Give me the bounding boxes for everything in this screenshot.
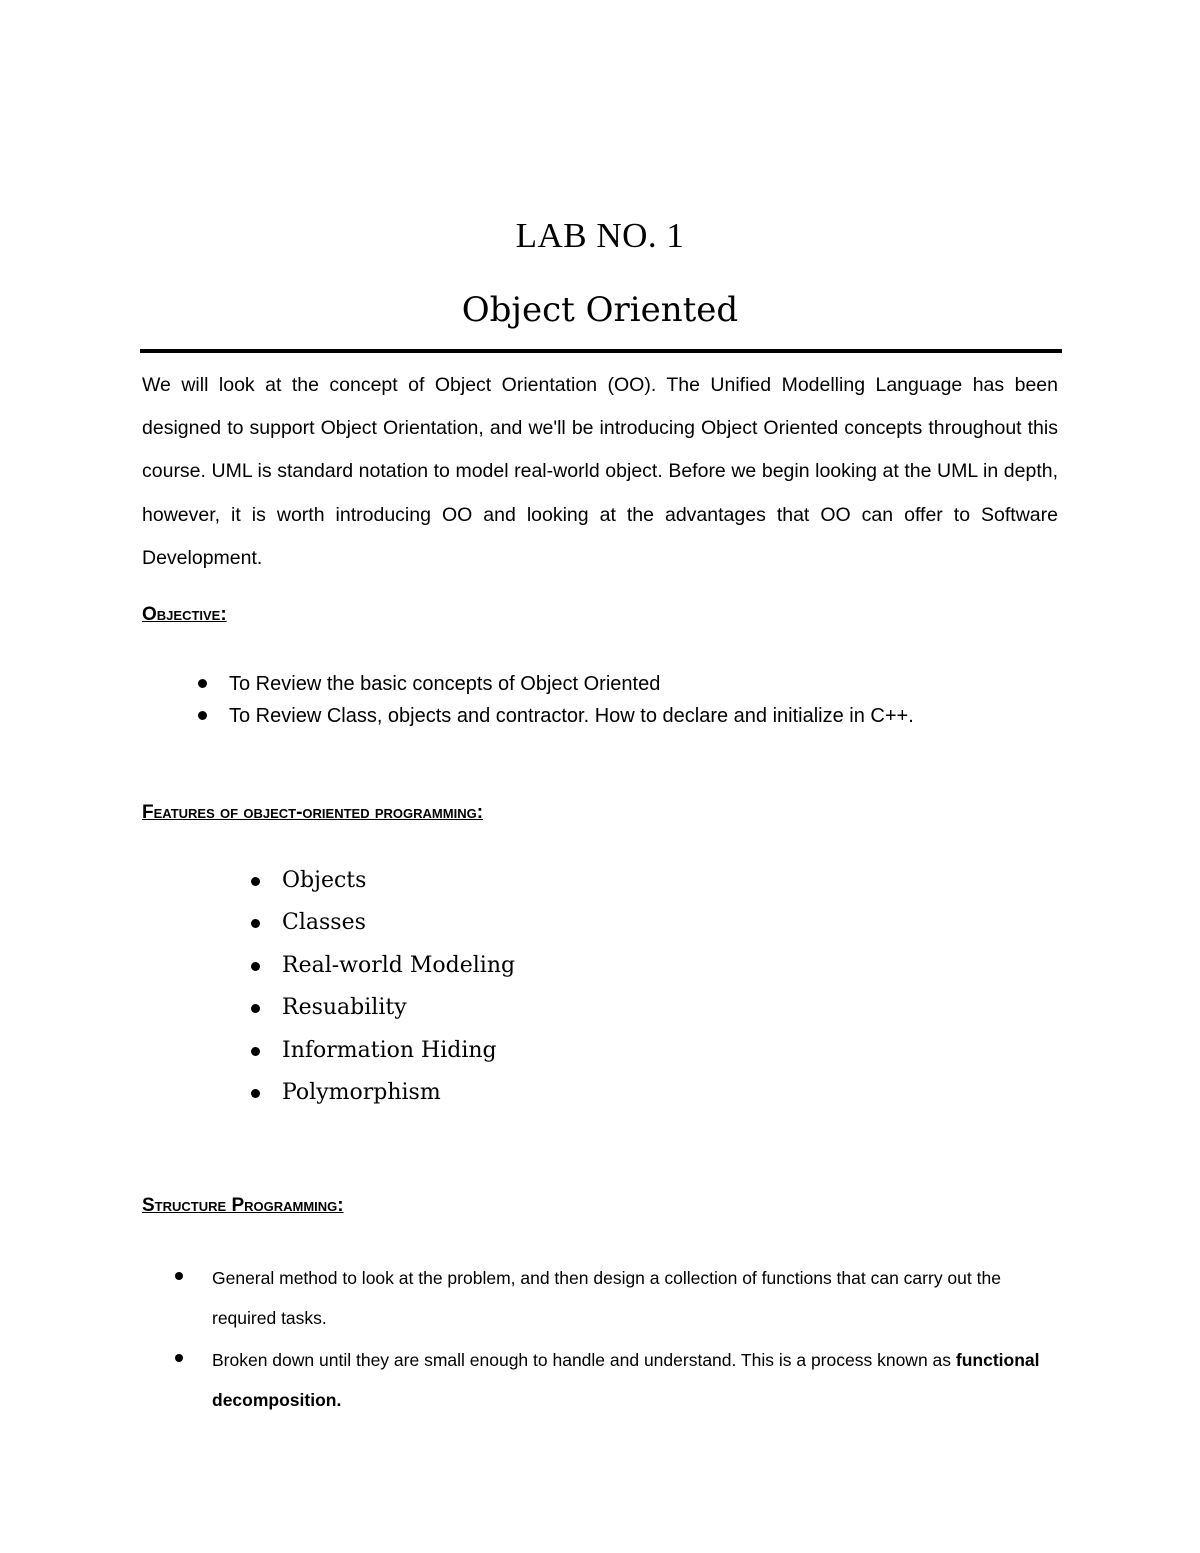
list-item-text: General method to look at the problem, and then design a collection of functions that can carry out the required tasks. [212,1268,1001,1328]
intro-paragraph: We will look at the concept of Object Orientation (OO). The Unified Modelling Language has been designed to support Object Orientation, and we'll be introducing Object Oriented concepts throughout this course. UML is standard notation to model real-world object. Before we begin looking at the UML in depth, however, it is worth introducing OO and looking at the advantages that OO can offer to Software Development. [142,374,1058,569]
list-item: Polymorphism [282,1072,515,1114]
list-item: Information Hiding [282,1030,515,1072]
list-item: Resuability [282,987,515,1029]
lab-number-title: LAB NO. 1 [515,216,685,255]
structure-heading: Structure Programming: [142,1195,344,1216]
list-item [212,1340,1062,1420]
document-title: Object Oriented [461,290,739,330]
list-item: Classes [282,902,515,944]
list-item: To Review Class, objects and contractor. How to declare and initialize in C++. [229,700,914,732]
list-item: Objects [282,860,515,902]
list-item [212,1258,1062,1338]
features-list [282,860,515,1114]
objective-heading: Objective: [142,604,227,625]
bold-term: functional decomposition. [212,1350,1040,1410]
structure-list [212,1258,1062,1422]
list-item: To Review the basic concepts of Object Oriented [229,668,914,700]
list-item: Real-world Modeling [282,945,515,987]
objective-list [229,668,914,732]
features-heading: Features of object-oriented programming: [142,802,484,823]
title-divider [140,349,1062,353]
list-item-text: Broken down until they are small enough to handle and understand. This is a process known as [212,1350,956,1370]
